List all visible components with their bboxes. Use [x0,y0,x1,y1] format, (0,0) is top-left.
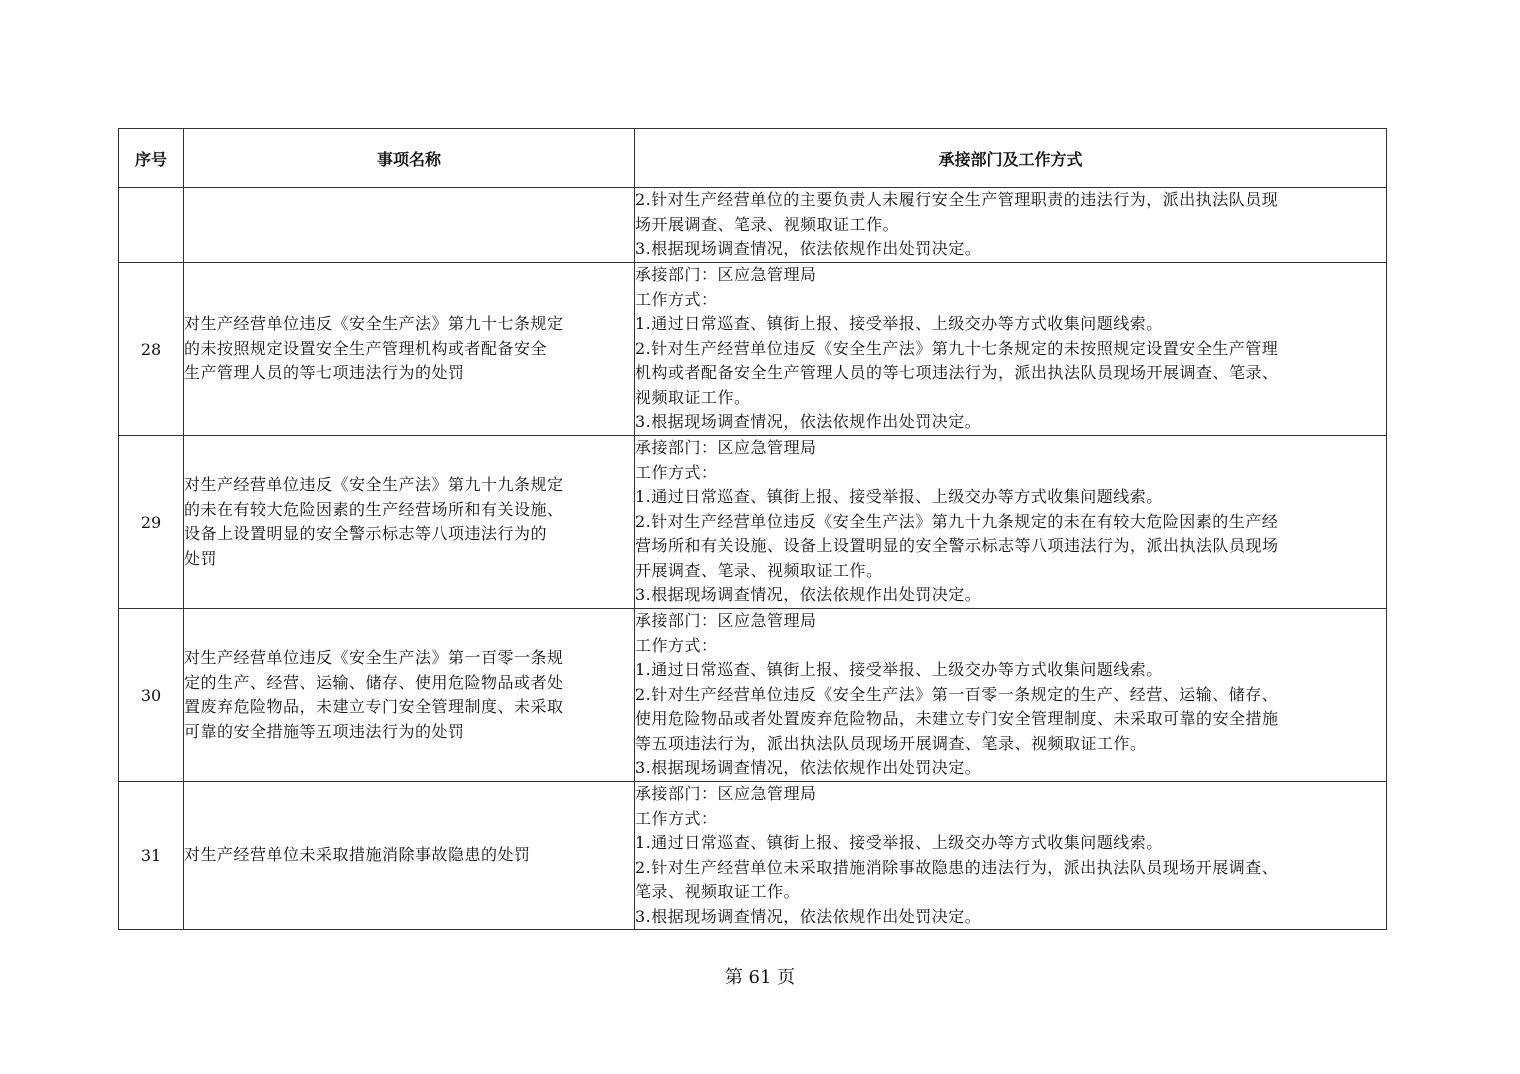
dept-method-line: 3.根据现场调查情况，依法依规作出处罚决定。 [635,412,982,431]
row-seq: 30 [119,609,184,782]
table-row [119,263,1387,436]
row-dept-method [635,263,1387,436]
dept-method-line: 工作方式： [635,462,718,482]
matter-name-line: 对生产经营单位违反《安全生产法》第九十九条规定 [184,475,564,494]
dept-method-line: 承接部门：区应急管理局 [635,611,817,630]
matter-name-line: 处罚 [184,548,218,568]
row-matter-name [184,263,635,436]
matter-name-line: 对生产经营单位未采取措施消除事故隐患的处罚 [184,845,531,865]
matter-name-line: 置废弃危险物品，未建立专门安全管理制度、未采取 [184,697,564,716]
dept-method-line: 2.针对生产经营单位违反《安全生产法》第一百零一条规定的生产、经营、运输、储存、 [635,684,1279,704]
header-name: 事项名称 [184,129,635,188]
dept-method-line: 承接部门：区应急管理局 [635,438,817,457]
dept-method-line: 3.根据现场调查情况，依法依规作出处罚决定。 [635,239,982,258]
dept-method-line: 2.针对生产经营单位的主要负责人未履行安全生产管理职责的违法行为，派出执法队员现 [635,190,1279,209]
dept-method-line: 工作方式： [635,635,718,655]
dept-method-line: 营场所和有关设施、设备上设置明显的安全警示标志等八项违法行为，派出执法队员现场 [635,536,1279,555]
dept-method-line: 视频取证工作。 [635,387,751,407]
matter-name-line: 对生产经营单位违反《安全生产法》第一百零一条规 [184,648,564,667]
row-matter-name [184,609,635,782]
row-dept-method [635,782,1387,930]
matter-name-line: 对生产经营单位违反《安全生产法》第九十七条规定 [184,314,564,334]
dept-method-line: 工作方式： [635,808,718,828]
dept-method-line: 机构或者配备安全生产管理人员的等七项违法行为，派出执法队员现场开展调查、笔录、 [635,363,1279,382]
table-row [119,436,1387,609]
matter-name-line: 设备上设置明显的安全警示标志等八项违法行为的 [184,524,548,543]
row-dept-method [635,188,1387,263]
dept-method-line: 3.根据现场调查情况，依法依规作出处罚决定。 [635,906,982,926]
dept-method-line: 等五项违法行为，派出执法队员现场开展调查、笔录、视频取证工作。 [635,733,1147,753]
table-row [119,782,1387,930]
table-header-row [119,129,1387,188]
dept-method-line: 2.针对生产经营单位违反《安全生产法》第九十七条规定的未按照规定设置安全生产管理 [635,338,1279,358]
row-seq: 31 [119,782,184,930]
page-number: 第 61 页 [724,967,796,988]
row-seq: 29 [119,436,184,609]
dept-method-line: 场开展调查、笔录、视频取证工作。 [635,214,900,234]
dept-method-line: 2.针对生产经营单位违反《安全生产法》第九十九条规定的未在有较大危险因素的生产经 [635,511,1279,531]
dept-method-line: 3.根据现场调查情况，依法依规作出处罚决定。 [635,758,982,777]
table-row [119,609,1387,782]
dept-method-line: 使用危险物品或者处置废弃危险物品，未建立专门安全管理制度、未采取可靠的安全措施 [635,709,1279,728]
row-matter-name [184,436,635,609]
table-body [119,188,1387,930]
row-dept-method [635,609,1387,782]
matter-name-line: 生产管理人员的等七项违法行为的处罚 [184,363,465,383]
dept-method-line: 承接部门：区应急管理局 [635,265,817,284]
dept-method-line: 1.通过日常巡查、镇街上报、接受举报、上级交办等方式收集问题线索。 [635,660,1163,679]
dept-method-line: 1.通过日常巡查、镇街上报、接受举报、上级交办等方式收集问题线索。 [635,314,1163,333]
dept-method-line: 开展调查、笔录、视频取证工作。 [635,560,883,580]
row-seq: 28 [119,263,184,436]
row-seq [119,188,184,263]
matter-name-line: 的未按照规定设置安全生产管理机构或者配备安全 [184,338,548,358]
header-seq: 序号 [119,129,184,188]
matter-name-line: 定的生产、经营、运输、储存、使用危险物品或者处 [184,672,564,692]
dept-method-line: 1.通过日常巡查、镇街上报、接受举报、上级交办等方式收集问题线索。 [635,833,1163,852]
matter-name-line: 的未在有较大危险因素的生产经营场所和有关设施、 [184,499,564,519]
row-matter-name [184,188,635,263]
dept-method-line: 1.通过日常巡查、镇街上报、接受举报、上级交办等方式收集问题线索。 [635,487,1163,506]
row-matter-name [184,782,635,930]
row-dept-method [635,436,1387,609]
dept-method-line: 笔录、视频取证工作。 [635,882,801,901]
dept-method-line: 工作方式： [635,289,718,309]
header-dept: 承接部门及工作方式 [635,129,1387,188]
dept-method-line: 3.根据现场调查情况，依法依规作出处罚决定。 [635,585,982,604]
dept-method-line: 承接部门：区应急管理局 [635,784,817,803]
matters-table [118,128,1387,930]
table-row [119,188,1387,263]
matter-name-line: 可靠的安全措施等五项违法行为的处罚 [184,721,465,741]
dept-method-line: 2.针对生产经营单位未采取措施消除事故隐患的违法行为，派出执法队员现场开展调查、 [635,857,1279,877]
